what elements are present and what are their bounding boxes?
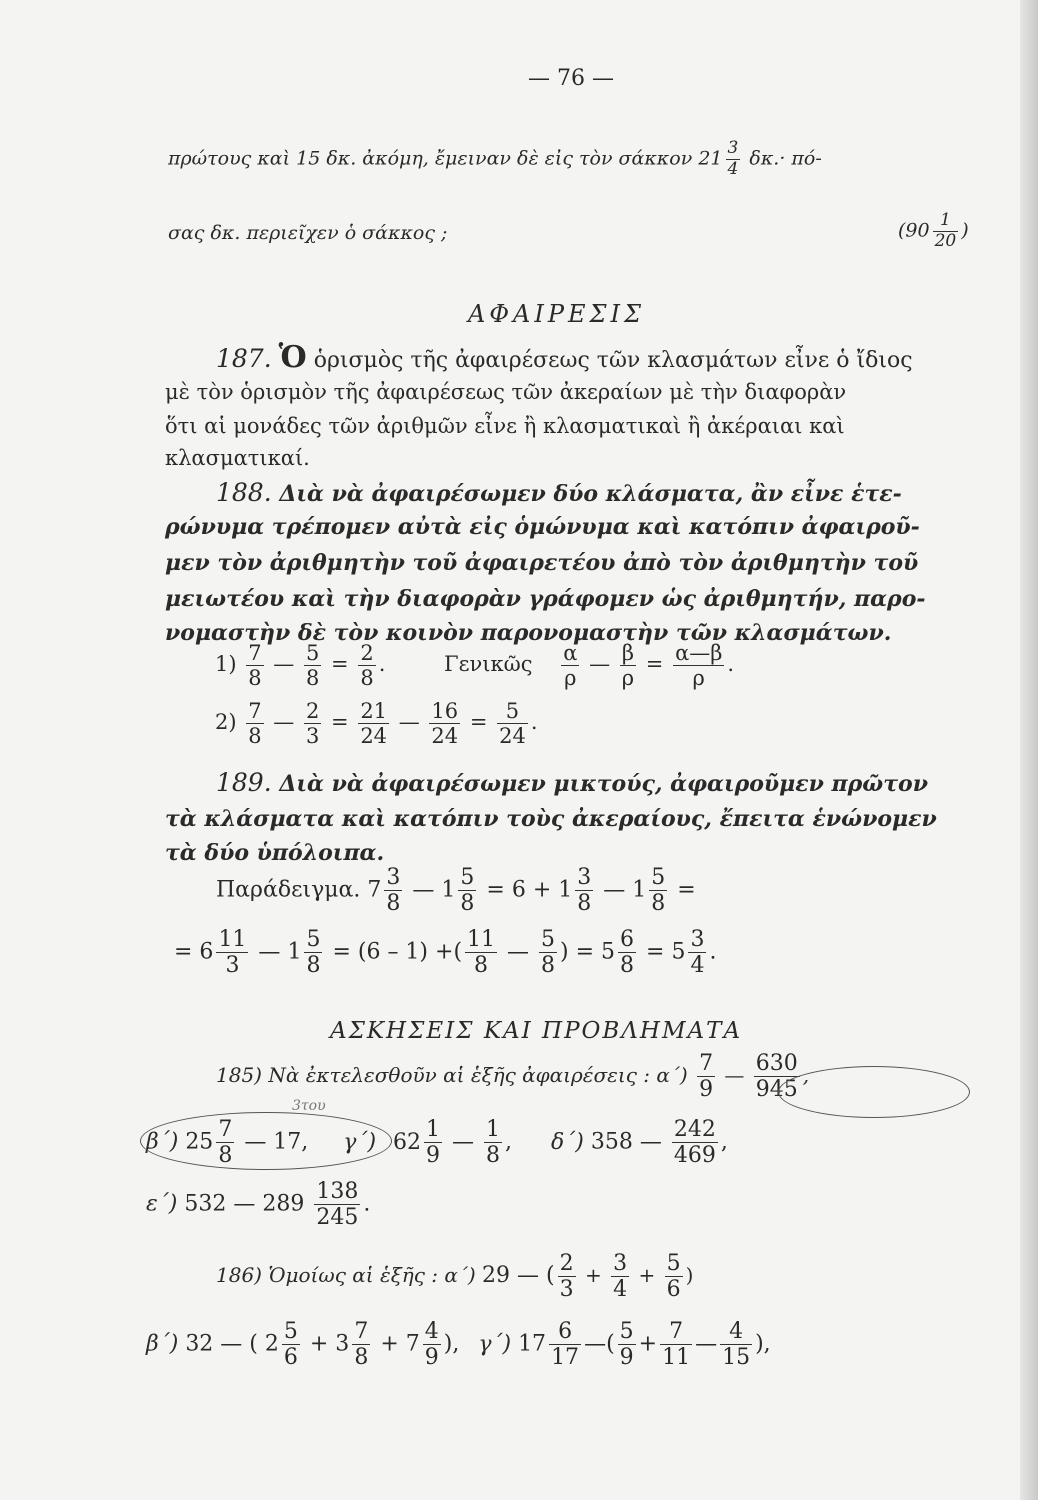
ex186-a-fraction-3: $\frac{5}{6}$ [666, 1251, 681, 1303]
ex185-d-fraction: $\frac{242}{469}$ [673, 1117, 716, 1169]
worked-example-row-1: Παράδειγμα. 7 $\frac{3}{8}$ — 1 $\frac{5}{8}$ = 6 + 1 $\frac{3}{8}$ — 1 $\frac{5}{8}$ = [216, 865, 696, 917]
para-189-number: 189. [216, 768, 272, 797]
intro-line-1 [168, 140, 822, 179]
ex185-a-fraction-1: $\frac{7}{9}$ [699, 1051, 714, 1103]
intro-line-2: σας δκ. περιεῖχεν ὁ σάκκος ; [168, 222, 448, 244]
section-heading-subtraction: ΑΦΑΙΡΕΣΙΣ [468, 300, 645, 328]
ex186-a-fraction-2: $\frac{3}{4}$ [613, 1251, 628, 1303]
ex1-fraction-a: $\frac{7}{8}$ [248, 641, 262, 691]
we-fraction-3: $\frac{3}{8}$ [577, 865, 592, 917]
ex2-fraction-a: $\frac{7}{8}$ [248, 699, 262, 749]
para-188-number: 188. [216, 478, 272, 507]
ex186-b-fraction-3: $\frac{4}{9}$ [424, 1319, 439, 1371]
worked-example-label: Παράδειγμα. [216, 877, 361, 903]
exercise-186-row-1: 186) Ὁμοίως αἱ ἑξῆς : α΄) 29 — ( $\frac{2}{3}$ + $\frac{3}{4}$ + $\frac{5}{6}$ ) [216, 1251, 694, 1303]
section-heading-exercises: ΑΣΚΗΣΕΙΣ ΚΑΙ ΠΡΟΒΛΗΜΑΤΑ [330, 1018, 743, 1044]
ex2-fraction-c: $\frac{21}{24}$ [360, 699, 388, 749]
para-188-line-1: 188. Διὰ νὰ ἀφαιρέσωμεν δύο κλάσματα, ἂν εἶνε ἑτε- [216, 478, 902, 507]
ex186-c-fraction-1: $\frac{6}{17}$ [551, 1319, 580, 1371]
pencil-circle-mark [778, 1066, 970, 1118]
ex2-fraction-b: $\frac{2}{3}$ [305, 699, 320, 749]
ex186-b-fraction-2: $\frac{7}{8}$ [354, 1319, 369, 1371]
we-fraction-6: $\frac{5}{8}$ [306, 927, 321, 979]
ex185-e-fraction: $\frac{138}{245}$ [316, 1179, 359, 1231]
para-187-line-2: μὲ τὸν ὁρισμὸν τῆς ἀφαιρέσεως τῶν ἀκεραίων μὲ τὴν διαφορὰν [165, 380, 847, 404]
para-189-line-2: τὰ κλάσματα καὶ κατόπιν τοὺς ἀκεραίους, ἔπειτα ἑνώνομεν [165, 806, 937, 832]
ex185-c-fraction-2: $\frac{1}{8}$ [486, 1117, 501, 1169]
ex2-fraction-e: $\frac{5}{24}$ [499, 699, 526, 749]
general-fraction-c: $\frac{\alpha—\beta}{\rho}$ [675, 641, 723, 691]
page-edge-shadow [1020, 0, 1038, 1500]
we-fraction-9: $\frac{6}{8}$ [620, 927, 635, 979]
para-187-line-1: 187. Ὁ ὁρισμὸς τῆς ἀφαιρέσεως τῶν κλασμάτων εἶνε ὁ ἴδιος [216, 340, 913, 375]
exercise-186-row-2: β΄) 32 — ( 2 $\frac{5}{6}$ + 3 $\frac{7}{8}$ + 7 $\frac{4}{9}$ ), γ΄) 17 $\frac{6}{17}$ —( $\frac{5}{9}$ + $\frac{7}{11}$ — $\frac{4}{15}$ ), [146, 1319, 771, 1371]
intro-whole: 21 [698, 147, 723, 170]
exercise-185-row-2: β΄) 25 $\frac{7}{8}$ — 17, γ΄) 62 $\frac{1}{9}$ — $\frac{1}{8}$ , δ΄) 358 — $\frac{242}{469}$ , [146, 1117, 728, 1169]
intro-line-1-text: πρώτους καὶ 15 δκ. ἀκόμη, ἔμειναν δὲ εἰς τὸν σάκκον [168, 147, 693, 170]
we-fraction-7: $\frac{11}{8}$ [467, 927, 496, 979]
ex186-b-fraction-1: $\frac{5}{6}$ [283, 1319, 298, 1371]
exercise-185-row-3: ε΄) 532 — 289 $\frac{138}{245}$ . [146, 1179, 371, 1231]
para-188-line-3: μεν τὸν ἀριθμητὴν τοῦ ἀφαιρετέου ἀπὸ τὸν ἀριθμητὴν τοῦ [165, 550, 919, 576]
ex185-c-fraction-1: $\frac{1}{9}$ [426, 1117, 441, 1169]
pencil-note: 3του [292, 1098, 326, 1114]
we-fraction-2: $\frac{5}{8}$ [460, 865, 475, 917]
ex1-fraction-c: $\frac{2}{8}$ [360, 641, 374, 691]
para-187-line-4: κλασματικαί. [165, 446, 310, 470]
worked-example-row-2: = 6 $\frac{11}{3}$ — 1 $\frac{5}{8}$ = (6 – 1) +( $\frac{11}{8}$ — $\frac{5}{8}$ ) = 5 $\frac{6}{8}$ = 5 $\frac{3}{4}$ . [174, 927, 717, 979]
ex185-b-fraction: $\frac{7}{8}$ [218, 1117, 233, 1169]
we-fraction-10: $\frac{3}{4}$ [690, 927, 705, 979]
example-2: 2) $\frac{7}{8}$ — $\frac{2}{3}$ = $\frac{21}{24}$ — $\frac{16}{24}$ = $\frac{5}{24}$ . [215, 699, 538, 749]
pencil-circle-mark-2 [140, 1112, 392, 1170]
we-fraction-4: $\frac{5}{8}$ [651, 865, 666, 917]
para-188-line-2: ρώνυμα τρέπομεν αὐτὰ εἰς ὁμώνυμα καὶ κατόπιν ἀφαιροῦ- [165, 514, 920, 540]
ex185-a-fraction-2: $\frac{630}{945}$ [755, 1051, 798, 1103]
ex186-c-fraction-2: $\frac{5}{9}$ [619, 1319, 634, 1371]
general-fraction-a: $\frac{\alpha}{\rho}$ [563, 641, 578, 691]
para-187-line-3: ὅτι αἱ μονάδες τῶν ἀριθμῶν εἶνε ἢ κλασματικαὶ ἢ ἀκέραιαι καὶ [165, 414, 845, 438]
exercise-185-row-1: 185) Νὰ ἐκτελεσθοῦν αἱ ἑξῆς ἀφαιρέσεις : α΄) $\frac{7}{9}$ — $\frac{630}{945}$ , [216, 1051, 810, 1103]
para-189-line-1: 189. Διὰ νὰ ἀφαιρέσωμεν μικτούς, ἀφαιροῦμεν πρῶτον [216, 768, 928, 797]
intro-line-1-end: δκ.· πό- [749, 147, 822, 170]
intro-answer: (90 $\frac{1}{20}$ ) [898, 210, 969, 251]
general-label: Γενικῶς [444, 652, 533, 677]
ex186-a-fraction-1: $\frac{2}{3}$ [559, 1251, 574, 1303]
ex1-fraction-b: $\frac{5}{8}$ [305, 641, 320, 691]
ex2-fraction-d: $\frac{16}{24}$ [431, 699, 459, 749]
we-fraction-5: $\frac{11}{3}$ [218, 927, 247, 979]
para-189-line-3: τὰ δύο ὑπόλοιπα. [165, 840, 385, 866]
intro-answer-fraction: $\frac{1}{20}$ [934, 210, 957, 251]
we-fraction-8: $\frac{5}{8}$ [541, 927, 556, 979]
page-number: — 76 — [528, 66, 614, 91]
example-1: 1) $\frac{7}{8}$ — $\frac{5}{8}$ = $\frac{2}{8}$ . Γενικῶς $\frac{\alpha}{\rho}$ — $\frac{\beta}{\rho}$ = $\frac{\alpha—\beta}{\rho}$ . [215, 641, 735, 691]
drop-cap: Ὁ [278, 340, 307, 375]
we-fraction-1: $\frac{3}{8}$ [386, 865, 401, 917]
para-188-line-4: μειωτέου καὶ τὴν διαφορὰν γράφομεν ὡς ἀριθμητήν, παρο- [165, 586, 926, 612]
ex186-c-fraction-3: $\frac{7}{11}$ [662, 1319, 691, 1371]
intro-fraction: $\frac{3}{4}$ [727, 138, 739, 179]
para-187-number: 187. [216, 344, 272, 373]
general-fraction-b: $\frac{\beta}{\rho}$ [621, 641, 635, 691]
para-188-line-5: νομαστὴν δὲ τὸν κοινὸν παρονομαστὴν τῶν κλασμάτων. [165, 620, 892, 646]
ex186-c-fraction-4: $\frac{4}{15}$ [722, 1319, 751, 1371]
